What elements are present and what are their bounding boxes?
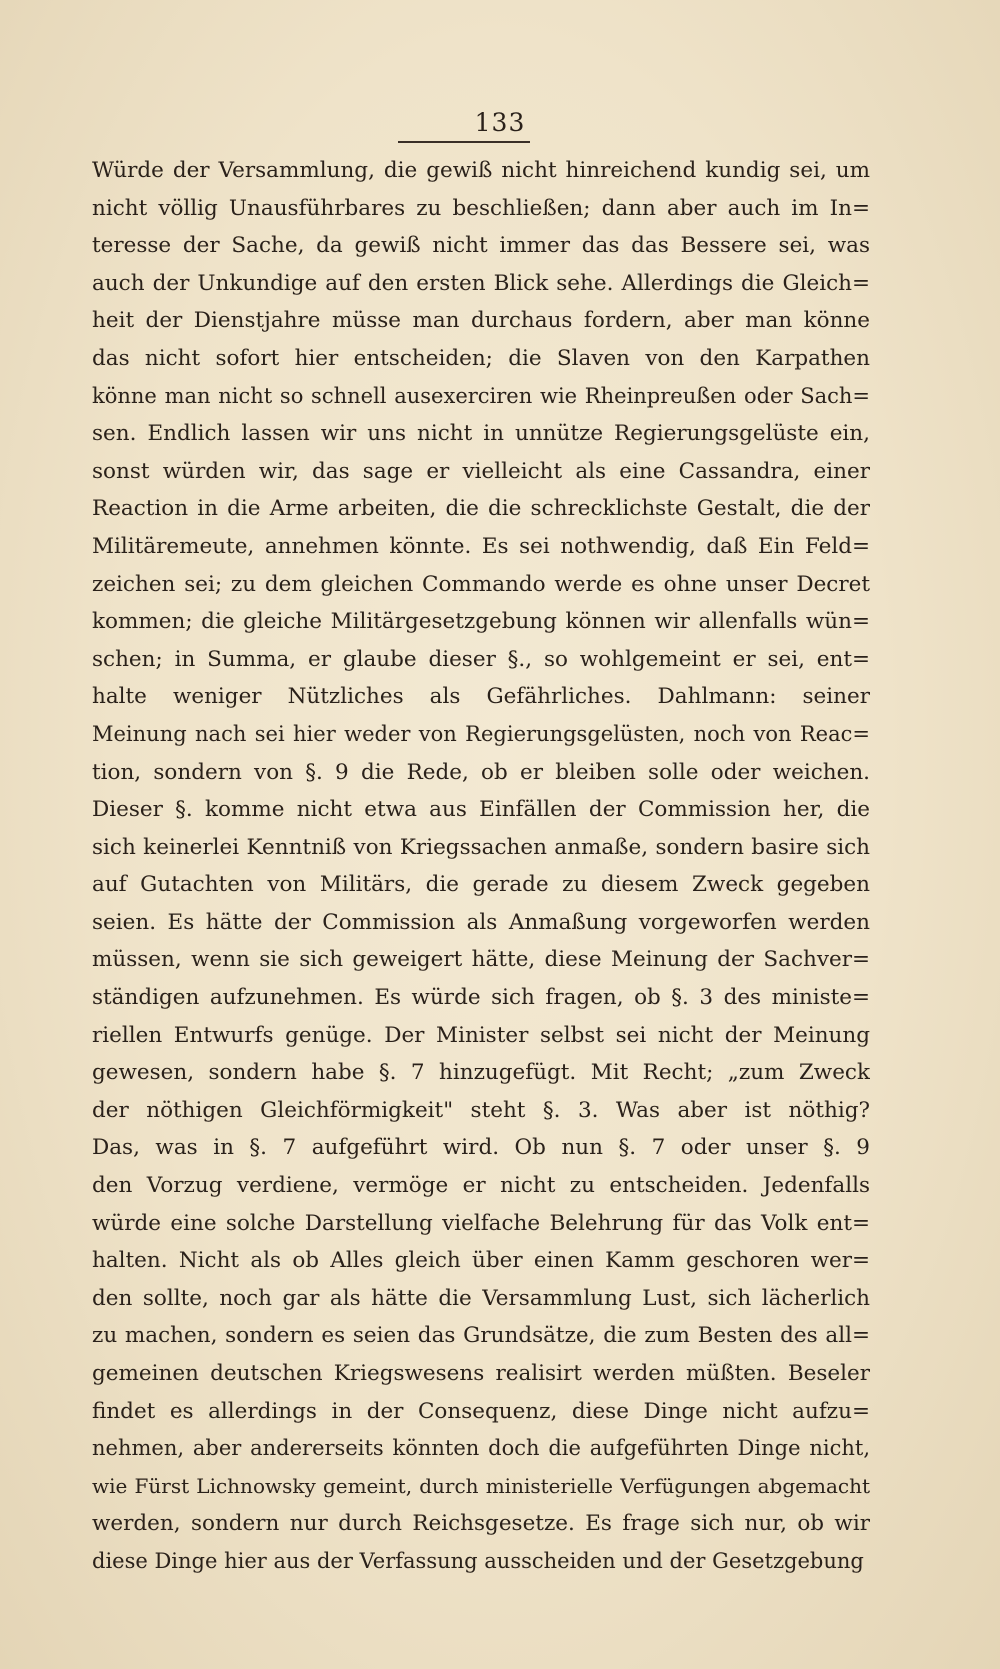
body-text — [92, 152, 870, 1581]
text-line: müssen, wenn sie sich geweigert hätte, diese Meinung der Sachver= — [92, 947, 870, 973]
text-line: tion, sondern von §. 9 die Rede, ob er bleiben solle oder weichen. — [92, 759, 870, 785]
text-line: Reaction in die Arme arbeiten, die die schrecklichste Gestalt, die der — [92, 496, 870, 522]
text-line: findet es allerdings in der Consequenz, diese Dinge nicht aufzu= — [92, 1398, 870, 1424]
text-line: sen. Endlich lassen wir uns nicht in unnütze Regierungsgelüste ein, — [92, 421, 870, 447]
text-line: könne man nicht so schnell ausexerciren wie Rheinpreußen oder Sach= — [92, 383, 870, 408]
text-line: auch der Unkundige auf den ersten Blick sehe. Allerdings die Gleich= — [92, 270, 870, 296]
text-line: halte weniger Nützliches als Gefährliches. Dahlmann: seiner — [92, 684, 870, 710]
text-line: sonst würden wir, das sage er vielleicht als eine Cassandra, einer — [92, 458, 870, 484]
text-line: heit der Dienstjahre müsse man durchaus fordern, aber man könne — [92, 308, 870, 334]
text-line: auf Gutachten von Militärs, die gerade zu diesem Zweck gegeben — [92, 872, 870, 898]
text-line: werden, sondern nur durch Reichsgesetze. Es frage sich nur, ob wir — [92, 1511, 870, 1537]
text-line: diese Dinge hier aus der Verfassung ausscheiden und der Gesetzgebung — [92, 1548, 864, 1573]
text-line: den Vorzug verdiene, vermöge er nicht zu entscheiden. Jedenfalls — [92, 1173, 870, 1199]
text-line: Meinung nach sei hier weder von Regierungsgelüsten, noch von Reac= — [92, 721, 870, 746]
text-line: Würde der Versammlung, die gewiß nicht hinreichend kundig sei, um — [92, 158, 870, 183]
text-line: Militäremeute, annehmen könnte. Es sei nothwendig, daß Ein Feld= — [92, 533, 870, 559]
text-line: der nöthigen Gleichförmigkeit" steht §. 3. Was aber ist nöthig? — [92, 1097, 870, 1123]
text-line: gemeinen deutschen Kriegswesens realisirt werden müßten. Beseler — [92, 1361, 870, 1386]
text-line: zeichen sei; zu dem gleichen Commando werde es ohne unser Decret — [92, 571, 870, 597]
text-line: würde eine solche Darstellung vielfache Belehrung für das Volk ent= — [92, 1210, 870, 1236]
page-number: 133 — [474, 108, 526, 137]
text-line: zu machen, sondern es seien das Grundsätze, die zum Besten des all= — [92, 1323, 870, 1349]
header-rule — [398, 141, 530, 143]
text-line: Dieser §. komme nicht etwa aus Einfällen der Commission her, die — [92, 797, 870, 823]
text-line: riellen Entwurfs genüge. Der Minister selbst sei nicht der Meinung — [92, 1022, 870, 1048]
text-line: wie Fürst Lichnowsky gemeint, durch ministerielle Verfügungen abgemacht — [92, 1473, 870, 1498]
text-line: teresse der Sache, da gewiß nicht immer das das Bessere sei, was — [92, 233, 870, 259]
text-line: nicht völlig Unausführbares zu beschließen; dann aber auch im In= — [92, 195, 870, 221]
text-line: Das, was in §. 7 aufgeführt wird. Ob nun §. 7 oder unser §. 9 — [92, 1135, 870, 1161]
text-line: ständigen aufzunehmen. Es würde sich fragen, ob §. 3 des ministe= — [92, 985, 870, 1011]
text-line: gewesen, sondern habe §. 7 hinzugefügt. Mit Recht; „zum Zweck — [92, 1060, 870, 1086]
text-line: seien. Es hätte der Commission als Anmaßung vorgeworfen werden — [92, 909, 870, 935]
text-line: sich keinerlei Kenntniß von Kriegssachen anmaße, sondern basire sich — [92, 834, 870, 860]
text-line: den sollte, noch gar als hätte die Versammlung Lust, sich lächerlich — [92, 1285, 870, 1311]
text-line: nehmen, aber andererseits könnten doch die aufgeführten Dinge nicht, — [92, 1436, 870, 1461]
text-line: kommen; die gleiche Militärgesetzgebung können wir allenfalls wün= — [92, 609, 870, 635]
text-line: halten. Nicht als ob Alles gleich über einen Kamm geschoren wer= — [92, 1248, 870, 1274]
text-line: schen; in Summa, er glaube dieser §., so wohlgemeint er sei, ent= — [92, 646, 870, 672]
text-line: das nicht sofort hier entscheiden; die Slaven von den Karpathen — [92, 345, 870, 371]
